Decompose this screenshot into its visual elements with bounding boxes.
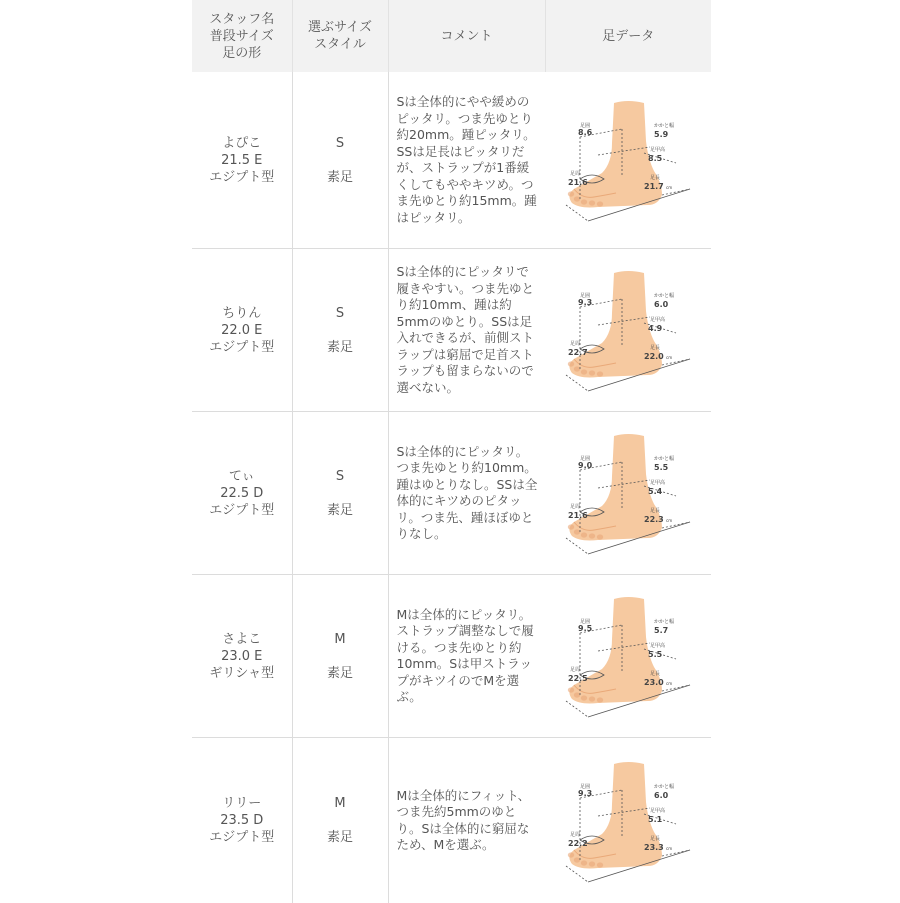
comment-cell: Sは全体的にピッタリ。つま先ゆとり約10mm。踵はゆとりなし。SSは全体的にキツめのピタッリ。つま先、踵ほぼゆとりなし。: [388, 412, 545, 575]
instep-label: 足囲: [580, 292, 590, 299]
foot-diagram: [558, 430, 698, 556]
toe-mark: [574, 366, 580, 371]
toe-mark: [597, 371, 603, 376]
toe-mark: [589, 200, 595, 205]
instep-label: 足囲: [580, 122, 590, 129]
usual-size: 22.5 D: [192, 485, 292, 502]
header-comment: コメント: [388, 0, 545, 72]
arch-label: 足甲高: [650, 316, 665, 323]
ball-label: 足周: [570, 666, 580, 673]
arch-label: 足甲高: [650, 642, 665, 649]
style: 素足: [293, 502, 388, 519]
length-value: 23.0: [644, 678, 664, 687]
toe-mark: [597, 534, 603, 539]
toe-mark: [597, 862, 603, 867]
heel-label: かかと幅: [654, 783, 674, 790]
arch-value: 8.5: [648, 154, 663, 163]
usual-size: 23.0 E: [192, 648, 292, 665]
staff-name: てぃ: [192, 468, 292, 485]
table-row: [192, 738, 711, 903]
heel-label: かかと幅: [654, 455, 674, 462]
length-value: 22.3: [644, 515, 664, 524]
table-row: [192, 249, 711, 412]
foot-data-cell: [545, 249, 711, 412]
foot-shape: エジプト型: [192, 829, 292, 846]
style: 素足: [293, 339, 388, 356]
length-unit: cm: [666, 846, 672, 851]
length-value: 22.0: [644, 352, 664, 361]
foot-data-cell: [545, 72, 711, 249]
ball-value: 21.6: [568, 511, 588, 520]
size-style-cell: [292, 249, 388, 412]
heel-label: かかと幅: [654, 618, 674, 625]
foot-diagram: [558, 758, 698, 884]
chosen-size: M: [293, 795, 388, 812]
foot-diagram: [558, 593, 698, 719]
chosen-size: S: [293, 305, 388, 322]
toe-mark: [597, 201, 603, 206]
toe-mark: [597, 697, 603, 702]
ball-value: 22.2: [568, 839, 588, 848]
staff-name: よぴこ: [192, 135, 292, 152]
heel-value: 6.0: [654, 791, 669, 800]
length-left-line: [566, 701, 588, 717]
staff-cell: [192, 72, 292, 249]
arch-value: 5.5: [648, 650, 663, 659]
instep-label: 足囲: [580, 455, 590, 462]
staff-cell: [192, 575, 292, 738]
table-row: [192, 72, 711, 249]
toe-mark: [581, 199, 587, 204]
length-label: 足長: [650, 507, 660, 514]
usual-size: 21.5 E: [192, 152, 292, 169]
instep-value: 9.5: [578, 624, 593, 633]
staff-cell: [192, 738, 292, 903]
toe-mark: [589, 861, 595, 866]
toe-mark: [574, 857, 580, 862]
header-foot-data: 足データ: [545, 0, 711, 72]
length-unit: cm: [666, 185, 672, 190]
foot-data-cell: [545, 575, 711, 738]
arch-label: 足甲高: [650, 146, 665, 153]
header-staff: スタッフ名 普段サイズ 足の形: [192, 0, 292, 72]
ball-label: 足周: [570, 340, 580, 347]
staff-cell: [192, 412, 292, 575]
usual-size: 22.0 E: [192, 322, 292, 339]
foot-diagram: [558, 267, 698, 393]
length-label: 足長: [650, 835, 660, 842]
foot-data-cell: [545, 412, 711, 575]
length-unit: cm: [666, 355, 672, 360]
toe-mark: [581, 532, 587, 537]
instep-value: 8.6: [578, 128, 593, 137]
length-left-line: [566, 375, 588, 391]
size-style-cell: [292, 738, 388, 903]
ball-value: 22.5: [568, 674, 588, 683]
toe-mark: [589, 533, 595, 538]
toe-mark: [568, 524, 574, 529]
toe-mark: [581, 695, 587, 700]
arch-value: 5.4: [648, 487, 663, 496]
toe-mark: [568, 191, 574, 196]
header-size-style: 選ぶサイズ スタイル: [292, 0, 388, 72]
table-row: [192, 575, 711, 738]
heel-value: 6.0: [654, 300, 669, 309]
ball-value: 22.7: [568, 348, 588, 357]
instep-label: 足囲: [580, 618, 590, 625]
ball-label: 足周: [570, 503, 580, 510]
foot-diagram: [558, 97, 698, 223]
length-unit: cm: [666, 518, 672, 523]
table-header-row: [192, 0, 711, 72]
ball-label: 足周: [570, 831, 580, 838]
length-label: 足長: [650, 174, 660, 181]
ball-label: 足周: [570, 170, 580, 177]
toe-mark: [574, 196, 580, 201]
style: 素足: [293, 169, 388, 186]
chosen-size: S: [293, 135, 388, 152]
staff-name: リリー: [192, 795, 292, 812]
size-table: [192, 0, 711, 903]
heel-label: かかと幅: [654, 292, 674, 299]
comment-cell: Mは全体的にピッタリ。ストラップ調整なしで履ける。つま先ゆとり約10mm。Sは甲ストラップがキツイのでMを選ぶ。: [388, 575, 545, 738]
toe-mark: [574, 529, 580, 534]
toe-mark: [581, 860, 587, 865]
foot-shape: エジプト型: [192, 339, 292, 356]
toe-mark: [589, 696, 595, 701]
heel-label: かかと幅: [654, 122, 674, 129]
chosen-size: M: [293, 631, 388, 648]
toe-mark: [581, 369, 587, 374]
style: 素足: [293, 665, 388, 682]
instep-value: 9.0: [578, 461, 593, 470]
toe-mark: [574, 692, 580, 697]
length-label: 足長: [650, 670, 660, 677]
toe-mark: [568, 687, 574, 692]
instep-value: 9.3: [578, 298, 592, 307]
instep-label: 足囲: [580, 783, 590, 790]
usual-size: 23.5 D: [192, 812, 292, 829]
toe-mark: [568, 852, 574, 857]
length-left-line: [566, 205, 588, 221]
length-left-line: [566, 538, 588, 554]
size-style-cell: [292, 412, 388, 575]
size-table-wrapper: [192, 0, 711, 900]
staff-cell: [192, 249, 292, 412]
heel-value: 5.7: [654, 626, 668, 635]
comment-cell: Mは全体的にフィット、つま先約5mmのゆとり。Sは全体的に窮屈なため、Mを選ぶ。: [388, 738, 545, 903]
arch-value: 4.9: [648, 324, 663, 333]
size-style-cell: [292, 575, 388, 738]
foot-shape: エジプト型: [192, 169, 292, 186]
comment-cell: Sは全体的にピッタリで履きやすい。つま先ゆとり約10mm、踵は約5mmのゆとり。SSは足入れできるが、前側ストラップは窮屈で足首ストラップも留まらないので選べない。: [388, 249, 545, 412]
length-unit: cm: [666, 681, 672, 686]
arch-value: 5.1: [648, 815, 663, 824]
comment-cell: Sは全体的にやや緩めのピッタリ。つま先ゆとり約20mm。踵ピッタリ。SSは足長はピッタリだが、ストラップが1番緩くしてもややキツめ。つま先ゆとり約15mm。踵はピッタリ。: [388, 72, 545, 249]
heel-value: 5.5: [654, 463, 669, 472]
toe-mark: [568, 361, 574, 366]
length-value: 21.7: [644, 182, 664, 191]
length-label: 足長: [650, 344, 660, 351]
ball-value: 21.6: [568, 178, 588, 187]
foot-shape: エジプト型: [192, 502, 292, 519]
instep-value: 9.3: [578, 789, 592, 798]
table-row: [192, 412, 711, 575]
length-left-line: [566, 866, 588, 882]
chosen-size: S: [293, 468, 388, 485]
toe-mark: [589, 370, 595, 375]
foot-shape: ギリシャ型: [192, 665, 292, 682]
staff-name: さよこ: [192, 631, 292, 648]
staff-name: ちりん: [192, 305, 292, 322]
length-value: 23.3: [644, 843, 664, 852]
style: 素足: [293, 829, 388, 846]
heel-value: 5.9: [654, 130, 669, 139]
size-style-cell: [292, 72, 388, 249]
arch-label: 足甲高: [650, 479, 665, 486]
foot-data-cell: [545, 738, 711, 903]
arch-label: 足甲高: [650, 807, 665, 814]
